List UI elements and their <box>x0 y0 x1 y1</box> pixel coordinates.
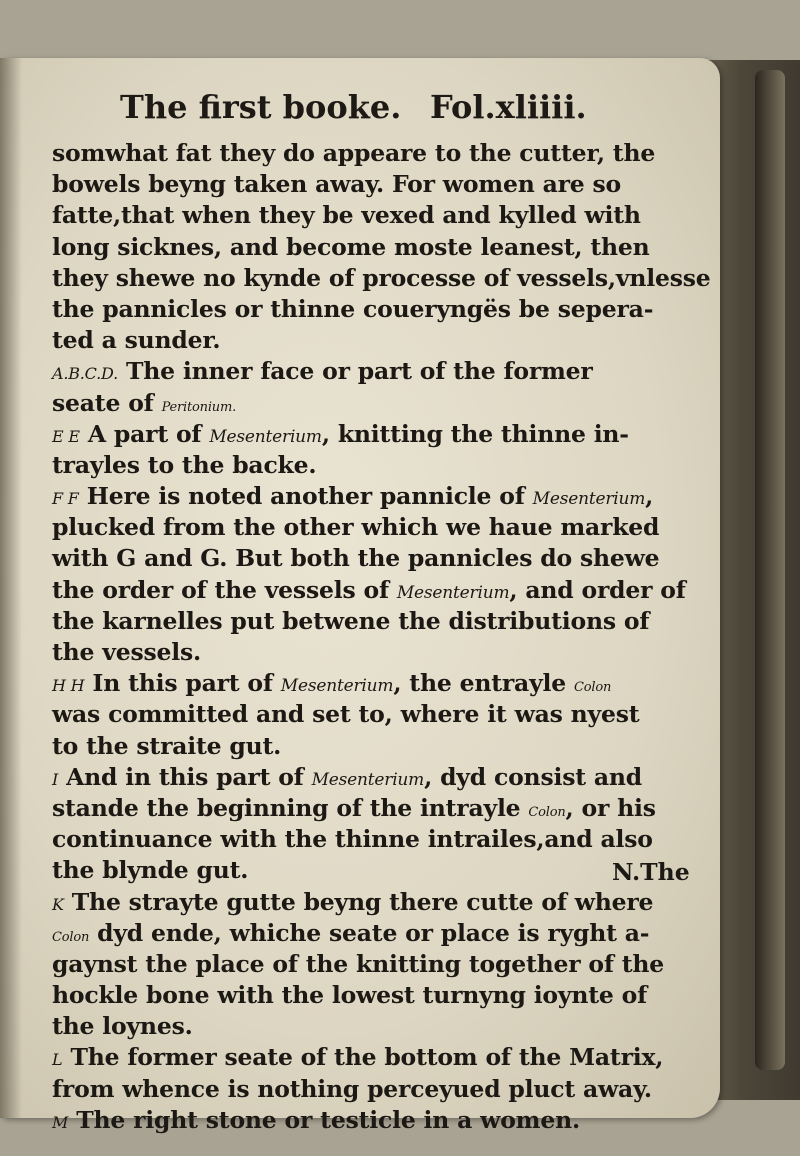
text-segment: they shewe no kynde of processe of vessels,vnlesse <box>52 263 711 292</box>
text-segment: A part of <box>87 419 210 448</box>
text-segment: seate of <box>52 388 162 417</box>
text-line <box>52 294 692 325</box>
text-line <box>52 200 692 231</box>
text-line <box>52 481 692 512</box>
latin-term: Colon <box>528 804 566 820</box>
text-line <box>52 512 692 543</box>
text-line <box>52 450 692 481</box>
text-segment: stande the beginning of the intrayle <box>52 793 529 822</box>
text-line <box>52 543 692 574</box>
page-body-text <box>52 138 711 1136</box>
latin-term: Mesenterium <box>209 426 322 447</box>
latin-term: Mesenterium <box>396 582 510 603</box>
text-segment: , <box>645 482 654 511</box>
text-line <box>52 232 692 263</box>
book-cover-edge <box>755 70 785 1070</box>
text-segment: plucked from the other which we haue marked <box>52 513 660 542</box>
text-segment: dyd ende, whiche seate or place is ryght a- <box>89 918 650 947</box>
running-title: The first booke. <box>120 88 402 126</box>
text-line <box>52 1011 692 1042</box>
text-segment: gaynst the place of the knitting together of the <box>52 949 665 978</box>
folio-number: Fol.xliiii. <box>430 88 587 126</box>
text-segment: trayles to the backe. <box>52 450 317 479</box>
figure-marker: M <box>52 1112 69 1132</box>
figure-marker: E E <box>52 426 80 446</box>
text-line <box>52 263 711 294</box>
text-segment: In this part of <box>92 669 281 698</box>
figure-marker: K <box>52 894 64 914</box>
figure-marker: I <box>52 769 59 789</box>
text-line <box>52 1042 692 1073</box>
text-segment: was committed and set to, where it was nyest <box>52 700 640 729</box>
text-segment: , and order of <box>509 575 686 604</box>
text-line <box>52 918 692 949</box>
text-line <box>52 762 692 793</box>
text-segment: continuance with the thinne intrailes,and also <box>52 825 653 854</box>
text-line <box>52 356 692 387</box>
latin-term: Mesenterium <box>532 489 646 510</box>
text-segment: , the entrayle <box>393 669 574 698</box>
text-segment: from whence is nothing perceyued pluct away. <box>52 1074 652 1103</box>
text-segment: the blynde gut. <box>52 856 249 885</box>
text-segment: , dyd consist and <box>424 762 643 791</box>
text-line <box>52 388 692 419</box>
text-segment: fatte,that when they be vexed and kylled with <box>52 201 641 230</box>
text-segment: the pannicles or thinne coueryngës be sepera- <box>52 294 654 323</box>
text-segment: the karnelles put betwene the distributions of <box>52 606 650 635</box>
text-line <box>52 1074 692 1105</box>
text-segment: somwhat fat they do appeare to the cutter, the <box>52 139 656 167</box>
text-line <box>52 855 692 886</box>
text-segment: ted a sunder. <box>52 326 221 355</box>
text-segment: And in this part of <box>66 762 312 791</box>
text-segment: , or his <box>565 793 656 822</box>
text-segment: the loynes. <box>52 1012 193 1041</box>
text-line <box>52 668 692 699</box>
text-segment: to the straite gut. <box>52 731 282 760</box>
text-line <box>52 824 692 855</box>
catchword: N.The <box>612 858 690 886</box>
text-line <box>52 731 692 762</box>
text-line <box>52 887 692 918</box>
text-segment: The inner face or part of the former <box>126 357 593 386</box>
text-line <box>52 169 692 200</box>
text-segment: Here is noted another pannicle of <box>86 482 533 511</box>
latin-term: Colon <box>573 680 612 696</box>
figure-marker: H H <box>52 676 85 696</box>
text-segment: , knitting the thinne in- <box>321 419 629 448</box>
latin-term: Mesenterium <box>280 676 394 697</box>
text-line <box>52 637 692 668</box>
text-segment: the vessels. <box>52 638 202 666</box>
text-line <box>52 1105 692 1136</box>
text-segment: The strayte gutte beyng there cutte of where <box>71 887 654 916</box>
text-line <box>52 325 692 356</box>
figure-marker: A.B.C.D. <box>52 364 118 384</box>
text-line <box>52 699 692 730</box>
text-line <box>52 980 692 1011</box>
text-line <box>52 793 692 824</box>
text-line <box>52 419 692 450</box>
latin-term: Colon <box>52 929 90 945</box>
text-segment: long sicknes, and become moste leanest, then <box>52 232 650 261</box>
text-line <box>52 575 692 606</box>
latin-term: Mesenterium <box>311 769 425 790</box>
text-segment: hockle bone with the lowest turnyng ioynte of <box>52 981 648 1010</box>
text-segment: the order of the vessels of <box>52 575 397 604</box>
running-header <box>120 88 590 138</box>
text-line <box>52 138 692 169</box>
text-line <box>52 949 692 980</box>
text-segment: bowels beyng taken away. For women are so <box>52 170 622 199</box>
text-line <box>52 606 692 637</box>
text-segment: with G and G. But both the pannicles do shewe <box>52 544 660 573</box>
text-segment: The right stone or testicle in a women. <box>76 1105 580 1134</box>
spine-shadow <box>0 58 22 1118</box>
figure-marker: L <box>52 1050 63 1070</box>
figure-marker: F F <box>52 489 79 509</box>
latin-term: Peritonium. <box>161 399 237 415</box>
text-segment: The former seate of the bottom of the Matrix, <box>70 1043 664 1072</box>
